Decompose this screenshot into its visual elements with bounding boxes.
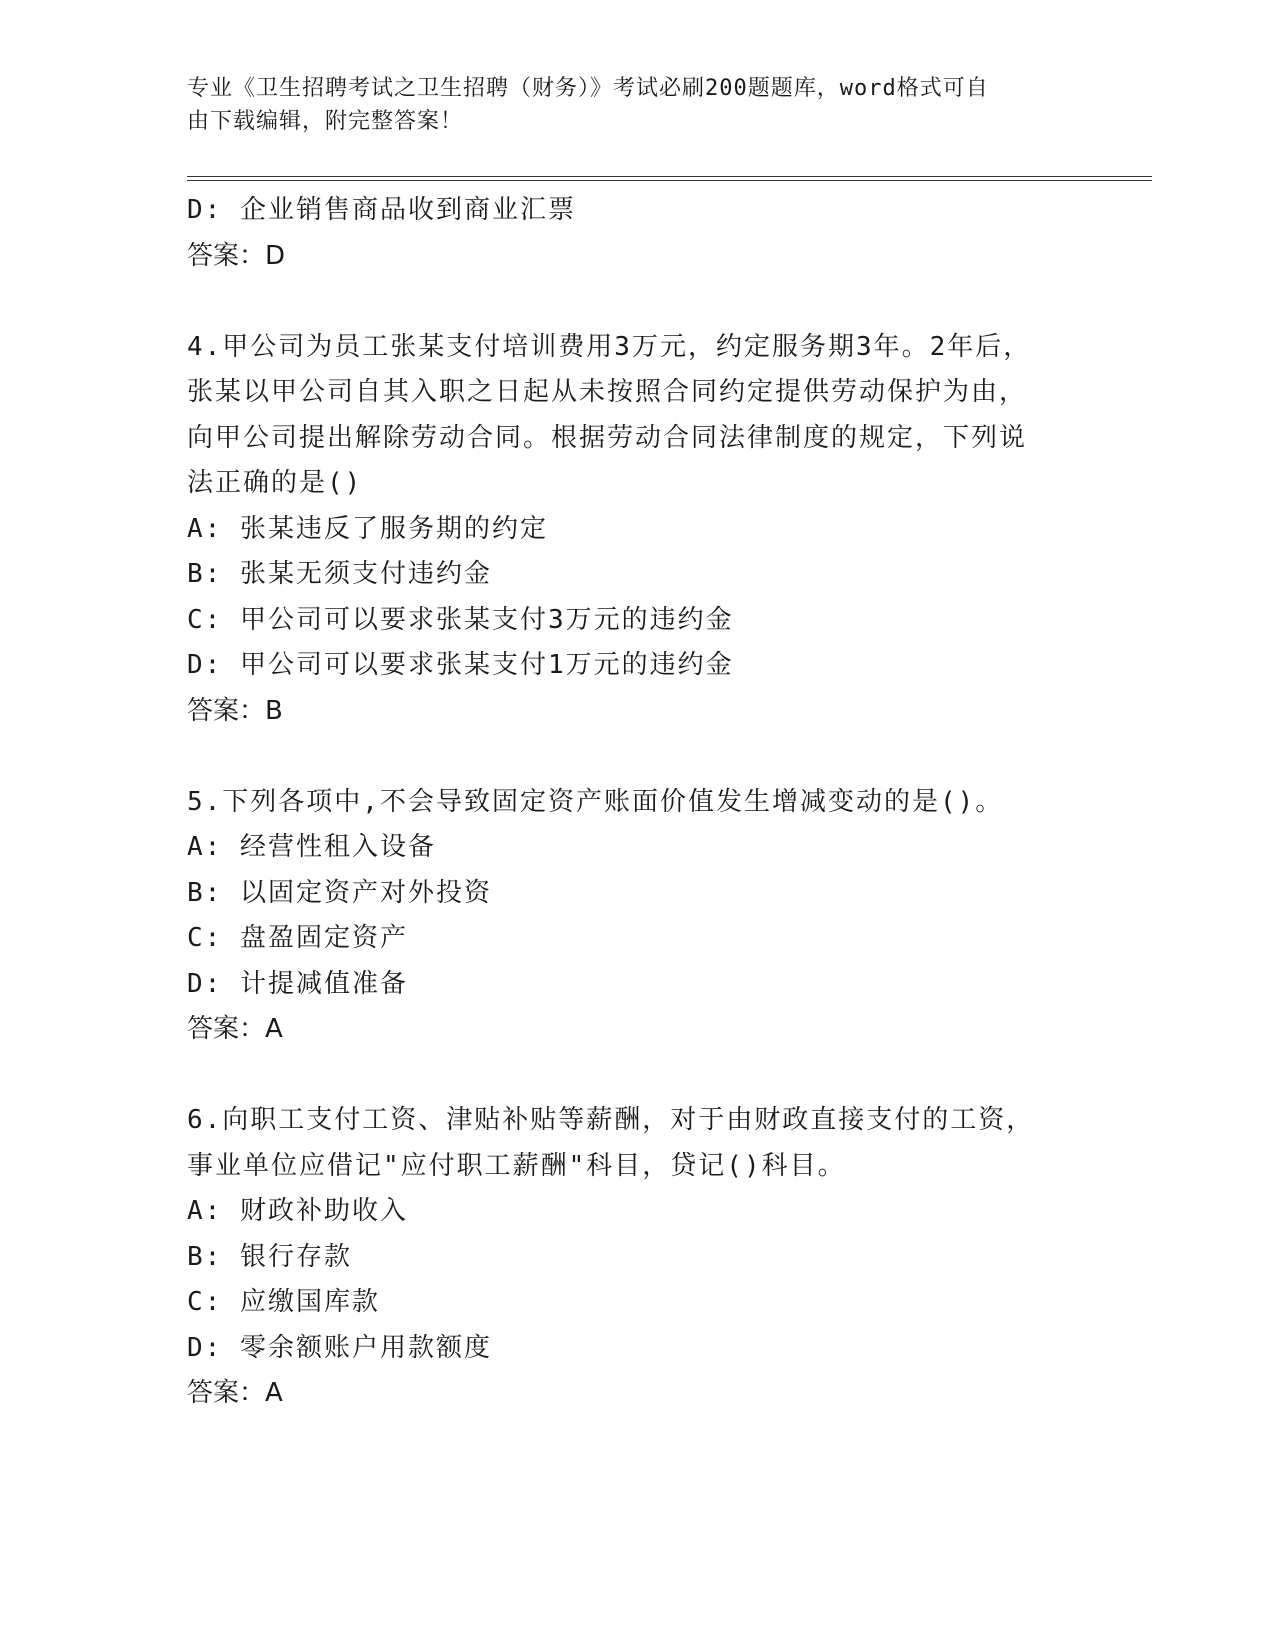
question-6-stem-line-2: 事业单位应借记"应付职工薪酬"科目，贷记()科目。 — [187, 1150, 846, 1181]
question-4-stem-line-4: 法正确的是() — [187, 468, 363, 498]
question-block-6 — [187, 1098, 1087, 1417]
question-6-option-c: C: 应缴国库款 — [187, 1287, 380, 1317]
question-6-stem-line-1: 6.向职工支付工资、津贴补贴等薪酬，对于由财政直接支付的工资， — [187, 1105, 1035, 1135]
question-4-option-b: B: 张某无须支付违约金 — [187, 559, 492, 589]
question-4-option-a: A: 张某违反了服务期的约定 — [187, 513, 548, 544]
question-4-stem-line-1: 4.甲公司为员工张某支付培训费用3万元，约定服务期3年。2年后， — [187, 331, 1032, 362]
question-4-answer: 答案：B — [187, 695, 283, 726]
header-title-line-1: 专业《卫生招聘考试之卫生招聘（财务）》考试必刷200题题库，word格式可自 — [187, 76, 989, 101]
question-5-option-c: C: 盘盈固定资产 — [187, 923, 408, 953]
spacer — [187, 1053, 1087, 1099]
page-header — [187, 72, 1087, 138]
question-4-stem-line-3: 向甲公司提出解除劳动合同。根据劳动合同法律制度的规定，下列说 — [187, 422, 1028, 453]
question-6-answer: 答案：A — [187, 1378, 283, 1408]
question-block-5 — [187, 780, 1087, 1053]
question-5-option-b: B: 以固定资产对外投资 — [187, 877, 492, 908]
header-title-line-2: 由下载编辑，附完整答案！ — [187, 109, 464, 134]
question-5-answer: 答案：A — [187, 1014, 283, 1044]
question-6-option-d: D: 零余额账户用款额度 — [187, 1332, 492, 1363]
header-divider — [187, 176, 1152, 181]
question-4-stem-line-2: 张某以甲公司自其入职之日起从未按照合同约定提供劳动保护为由， — [187, 377, 1028, 407]
question-4-option-c: C: 甲公司可以要求张某支付3万元的违约金 — [187, 604, 734, 635]
question-6-option-a: A: 财政补助收入 — [187, 1196, 408, 1226]
question-block-4 — [187, 325, 1087, 735]
question-5-option-a: A: 经营性租入设备 — [187, 832, 436, 862]
spacer — [187, 734, 1087, 780]
prev-question-answer: 答案：D — [187, 240, 286, 271]
spacer — [187, 279, 1087, 325]
question-5-stem-line-1: 5.下列各项中,不会导致固定资产账面价值发生增减变动的是()。 — [187, 786, 1004, 817]
question-6-option-b: B: 银行存款 — [187, 1241, 352, 1272]
prev-question-option-d: D: 企业销售商品收到商业汇票 — [187, 195, 576, 225]
question-content — [187, 188, 1087, 1417]
question-4-option-d: D: 甲公司可以要求张某支付1万元的违约金 — [187, 650, 734, 680]
question-5-option-d: D: 计提减值准备 — [187, 968, 408, 999]
